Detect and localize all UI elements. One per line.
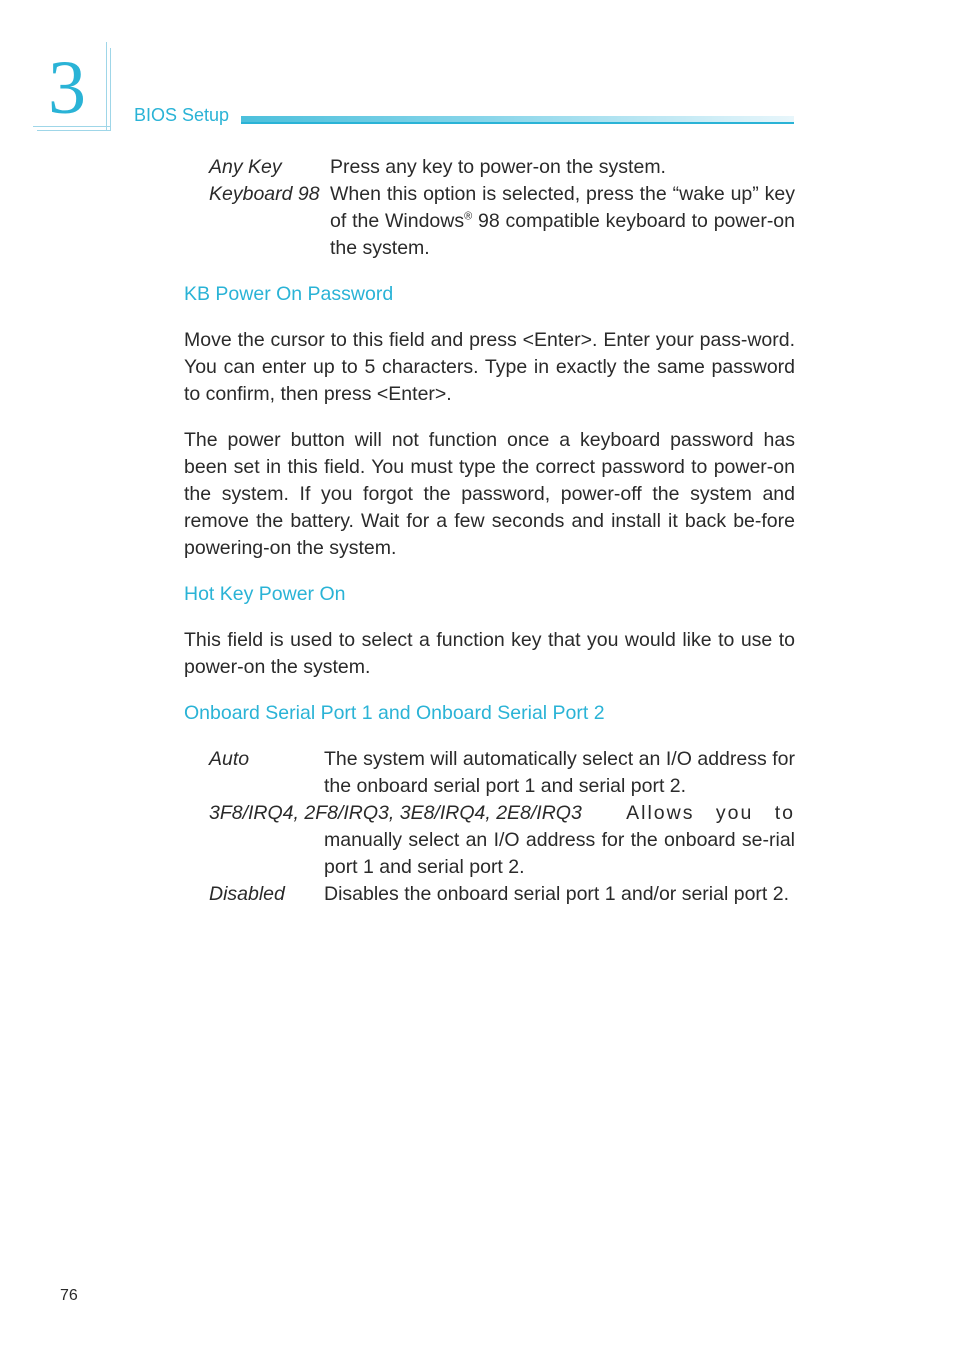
section-heading-kb-password: KB Power On Password xyxy=(184,283,394,305)
chapter-marker-line xyxy=(110,48,111,130)
option-key: 3F8/IRQ4, 2F8/IRQ3, 3E8/IRQ4, 2E8/IRQ3 xyxy=(209,802,582,824)
page-content xyxy=(184,154,795,908)
option-key: Disabled xyxy=(209,883,285,905)
chapter-number: 3 xyxy=(48,46,86,130)
section-heading-serial-ports: Onboard Serial Port 1 and Onboard Serial Port 2 xyxy=(184,702,605,724)
section-title: BIOS Setup xyxy=(134,105,230,125)
option-row xyxy=(209,154,795,181)
option-description: manually select an I/O address for the onboard se-rial port 1 and serial port 2. xyxy=(324,829,795,878)
option-description: Disables the onboard serial port 1 and/or serial port 2. xyxy=(324,883,790,905)
serial-options-list xyxy=(209,746,795,908)
paragraph: The power button will not function once a keyboard password has been set in this field. You must type the correct password to power-on the system. If you forgot the password, power-off the system and remove the battery. Wait for a few seconds and install it back be-fore powering-on the system. xyxy=(184,429,795,559)
option-row xyxy=(209,800,795,881)
option-first-line xyxy=(209,800,795,827)
option-key: Auto xyxy=(209,748,250,770)
option-description xyxy=(330,181,795,262)
option-row xyxy=(209,746,795,800)
wake-options-list xyxy=(209,154,795,262)
option-description-text: When this option is selected, press the “wake up” key of the Windows xyxy=(330,183,795,232)
paragraph: This field is used to select a function key that you would like to use to power-on the system. xyxy=(184,629,795,678)
chapter-marker xyxy=(33,42,111,130)
registered-mark: ® xyxy=(464,210,473,223)
header-rule xyxy=(241,122,794,124)
chapter-marker-line xyxy=(106,42,107,130)
option-description: Press any key to power-on the system. xyxy=(330,156,666,178)
option-key: Keyboard 98 xyxy=(209,183,320,205)
paragraph: Move the cursor to this field and press <Enter>. Enter your pass-word. You can enter up to 5 characters. Type in exactly the same password to confirm, then press <Enter>. xyxy=(184,329,795,405)
option-row xyxy=(209,881,795,908)
option-row xyxy=(209,181,795,262)
option-description: The system will automatically select an I/O address for the onboard serial port 1 and serial port 2. xyxy=(324,748,795,797)
page-number: 76 xyxy=(60,1287,78,1304)
option-key: Any Key xyxy=(209,156,282,178)
section-heading-hot-key: Hot Key Power On xyxy=(184,583,346,605)
option-description-text: 98 compatible keyboard to power-on the system. xyxy=(330,210,796,259)
option-description: Allows you to xyxy=(626,802,795,824)
